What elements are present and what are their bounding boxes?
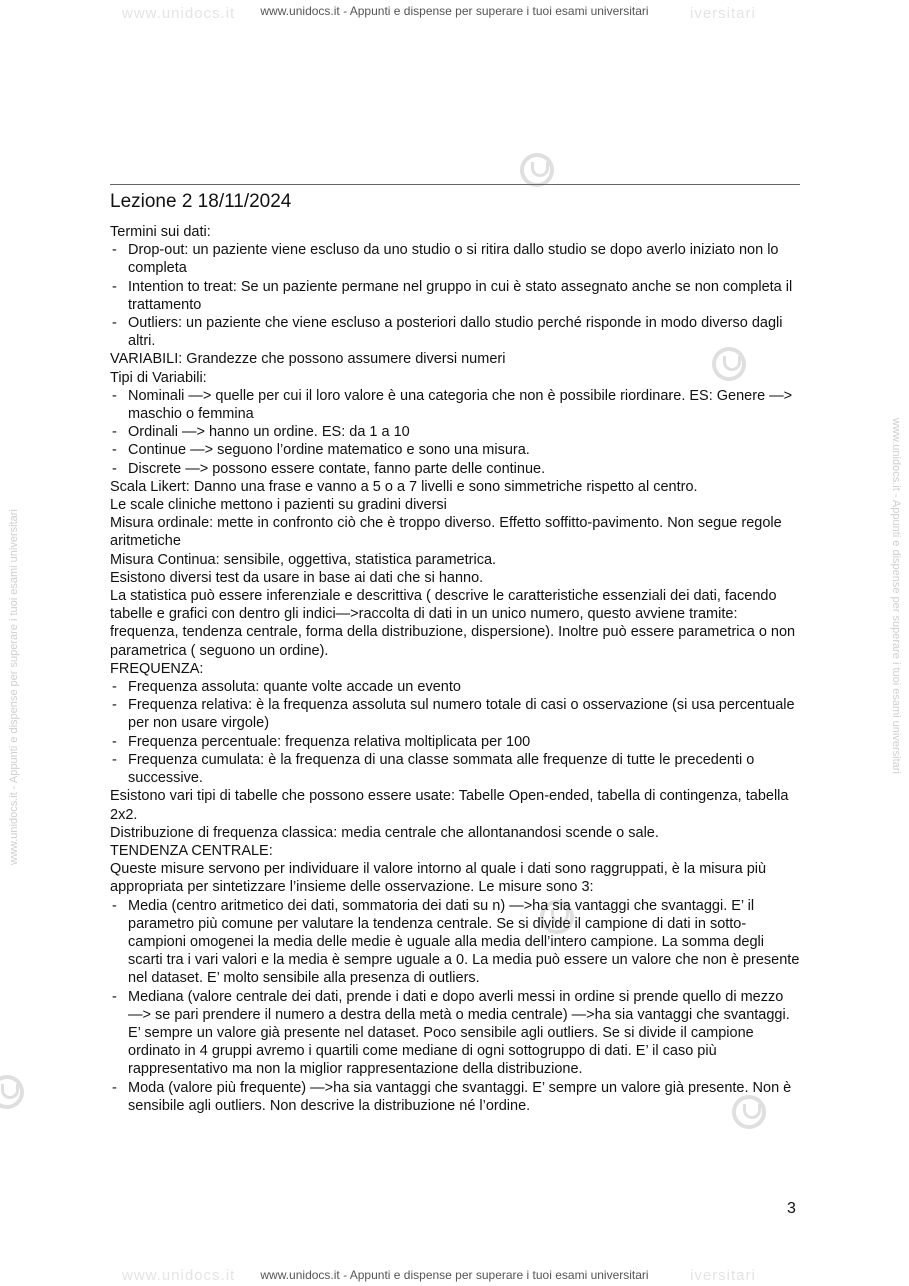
section-heading-tendenza: TENDENZA CENTRALE:: [110, 842, 273, 859]
list-item: - Discrete —> possono essere contate, fanno parte delle continue.: [110, 460, 800, 478]
header-rule: [110, 184, 800, 185]
frequenze-list: [110, 678, 800, 787]
unidocs-logo-icon: [520, 153, 554, 187]
list-item: - Mediana (valore centrale dei dati, prende i dati e dopo averli messi in ordine si prende quello di mezzo —> se pari prendere il numero a destra della metà o media centrale) —>ha sia vantaggi che svantaggi. E’ sempre un valore già presente nel dataset. Poco sensibile agli outliers. Se si divide il campione ordinato in 4 gruppi avremo i quartili come mediane di ogni sottogruppo di dati. E’ il caso più rappresentativo ma non la miglior rappresentazione della distribuzione.: [110, 988, 800, 1079]
terms-list: [110, 241, 800, 350]
paragraph: Esistono diversi test da usare in base ai dati che si hanno.: [110, 569, 484, 586]
list-item: - Intention to treat: Se un paziente permane nel gruppo in cui è stato assegnato anche se non completa il trattamento: [110, 278, 800, 314]
watermark-ghost-left-bottom: www.unidocs.it: [122, 1267, 236, 1284]
paragraph: Le scale cliniche mettono i pazienti su gradini diversi: [110, 497, 447, 514]
terms-intro: Termini sui dati:: [110, 224, 211, 240]
header-banner: www.unidocs.it - Appunti e dispense per superare i tuoi esami universitari: [260, 4, 649, 18]
side-watermark-right: www.unidocs.it - Appunti e dispense per superare i tuoi esami universitari: [890, 418, 902, 774]
list-item: - Frequenza percentuale: frequenza relativa moltiplicata per 100: [110, 733, 800, 751]
watermark-ghost-right: iversitari: [690, 5, 756, 22]
footer-banner: www.unidocs.it - Appunti e dispense per superare i tuoi esami universitari: [260, 1268, 649, 1282]
types-list: [110, 387, 800, 478]
list-item: - Frequenza relativa: è la frequenza assoluta sul numero totale di casi o osservazione (si usa percentuale per non usare virgole): [110, 696, 800, 732]
misure-list: [110, 897, 800, 1115]
list-item: - Frequenza assoluta: quante volte accade un evento: [110, 678, 800, 696]
paragraph: Distribuzione di frequenza classica: media centrale che allontanandosi scende o sale.: [110, 824, 659, 841]
paragraph: Queste misure servono per individuare il valore intorno al quale i dati sono raggruppati, è la misura più appropriata per sintetizzare l’insieme delle osservazione. Le misure sono 3:: [110, 861, 767, 896]
list-item: - Outliers: un paziente che viene escluso a posteriori dallo studio perché risponde in modo diverso dagli altri.: [110, 314, 800, 350]
variabili-definition: VARIABILI: Grandezze che possono assumere diversi numeri: [110, 351, 506, 368]
watermark-ghost-right-bottom: iversitari: [690, 1267, 756, 1284]
list-item: - Moda (valore più frequente) —>ha sia vantaggi che svantaggi. E’ sempre un valore già presente. Non è sensibile agli outliers. Non descrive la distribuzione né l’ordine.: [110, 1079, 800, 1115]
page-number: 3: [787, 1200, 796, 1217]
list-item: - Nominali —> quelle per cui il loro valore è una categoria che non è possibile riordinare. ES: Genere —> maschio o femmina: [110, 387, 800, 423]
paragraph: Esistono vari tipi di tabelle che possono essere usate: Tabelle Open-ended, tabella di contingenza, tabella 2x2.: [110, 788, 789, 823]
paragraph: Misura ordinale: mette in confronto ciò che è troppo diverso. Effetto soffitto-pavimento. Non segue regole aritmetiche: [110, 515, 782, 550]
side-watermark-left: www.unidocs.it - Appunti e dispense per superare i tuoi esami universitari: [8, 509, 20, 865]
unidocs-logo-icon: [0, 1075, 24, 1109]
list-item: - Frequenza cumulata: è la frequenza di una classe sommata alle frequenze di tutte le precedenti o successive.: [110, 751, 800, 787]
list-item: - Drop-out: un paziente viene escluso da uno studio o si ritira dallo studio se dopo averlo iniziato non lo completa: [110, 241, 800, 277]
paragraph: La statistica può essere inferenziale e descrittiva ( descrive le caratteristiche essenziali dei dati, facendo tabelle e grafici con dentro gli indici—>raccolta di dati in un unico numero, questo avviene tramite: frequenza, tendenza centrale, forma della distribuzione, dispersione). Inoltre può essere parametrica o non parametrica ( seguono un ordine).: [110, 588, 796, 659]
page-title: Lezione 2 18/11/2024: [110, 191, 292, 212]
paragraph: Misura Continua: sensibile, oggettiva, statistica parametrica.: [110, 551, 497, 568]
types-intro: Tipi di Variabili:: [110, 369, 207, 386]
paragraph: Scala Likert: Danno una frase e vanno a 5 o a 7 livelli e sono simmetriche rispetto al centro.: [110, 478, 698, 495]
list-item: - Ordinali —> hanno un ordine. ES: da 1 a 10: [110, 423, 800, 441]
section-heading-frequenza: FREQUENZA:: [110, 660, 204, 677]
document-body: [110, 190, 800, 1115]
list-item: - Media (centro aritmetico dei dati, sommatoria dei dati su n) —>ha sia vantaggi che svantaggi. E’ il parametro più comune per valutare la tendenza centrale. Se si divide il campione di dati in sotto-campioni omogenei la media delle medie è uguale alla media dell’intero campione. La somma degli scarti tra i vari valori e la media è sempre uguale a 0. La media può essere un valore che non è presente nel dataset. E’ molto sensibile alla presenza di outliers.: [110, 897, 800, 988]
list-item: - Continue —> seguono l’ordine matematico e sono una misura.: [110, 441, 800, 459]
watermark-ghost-left: www.unidocs.it: [122, 5, 236, 22]
